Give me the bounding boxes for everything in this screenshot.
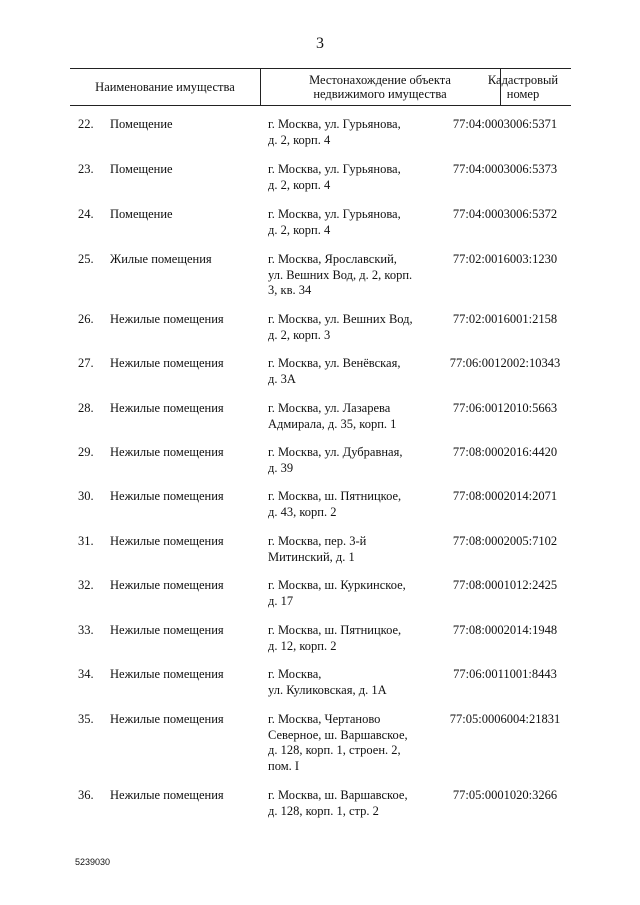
cadastral-number: 77:06:0012002:10343 [449,356,561,370]
location-line: г. Москва, [268,667,322,681]
location-line: г. Москва, ш. Пятницкое, [268,623,402,637]
location-line: д. 2, корп. 3 [268,327,331,342]
property-name: Нежилые помещения [110,712,224,726]
cadastral-number: 77:08:0002016:4420 [452,445,558,459]
cadastral-number: 77:08:0002014:1948 [452,623,558,637]
header-cadastral-label: Кадастровый номер [487,73,559,101]
property-name: Нежилые помещения [110,401,224,415]
location-line: г. Москва, ул. Гурьянова, [268,162,401,176]
location-line: д. 2, корп. 4 [268,222,331,237]
cadastral-number: 77:04:0003006:5373 [452,162,558,176]
property-location [268,162,433,193]
cadastral-number: 77:06:0011001:8443 [453,667,557,681]
row-number: 33. [78,623,94,637]
property-location [268,312,433,343]
row-number: 22. [78,117,94,131]
property-name: Нежилые помещения [110,312,224,326]
location-line: д. 2, корп. 4 [268,177,331,192]
location-line: Митинский, д. 1 [268,549,355,564]
location-line: ул. Вешних Вод, д. 2, корп. [268,267,413,282]
property-location [268,401,433,432]
row-number: 36. [78,788,94,802]
cadastral-number: 77:02:0016003:1230 [452,252,558,266]
location-line: 3, кв. 34 [268,283,312,297]
location-line: г. Москва, Чертаново [268,712,381,726]
location-line: ул. Куликовская, д. 1А [268,682,387,697]
property-location [268,578,433,609]
property-name: Помещение [110,207,173,221]
property-location [268,445,433,476]
location-line: г. Москва, ул. Венёвская, [268,356,401,370]
cadastral-number: 77:08:0002014:2071 [452,489,558,503]
location-line: д. 43, корп. 2 [268,504,337,519]
page-number: 3 [316,35,324,52]
header-name: Наименование имущества [95,80,235,94]
location-line: г. Москва, пер. 3-й [268,534,367,548]
property-name: Нежилые помещения [110,356,224,370]
cadastral-number: 77:02:0016001:2158 [452,312,558,326]
property-location [268,788,433,819]
row-number: 29. [78,445,94,459]
cadastral-number: 77:04:0003006:5371 [452,117,558,131]
location-line: д. 17 [268,593,294,608]
row-number: 34. [78,667,94,681]
header-location-line1: Местонахождение объекта [309,73,451,87]
header-cadastral [487,69,571,105]
cadastral-number: 77:05:0001020:3266 [452,788,558,802]
location-line: Адмирала, д. 35, корп. 1 [268,416,397,431]
property-location [268,623,433,654]
property-location [268,712,433,774]
location-line: д. 12, корп. 2 [268,638,337,653]
location-line: г. Москва, ш. Пятницкое, [268,489,402,503]
row-number: 26. [78,312,94,326]
property-name: Нежилые помещения [110,578,224,592]
property-location [268,534,433,565]
property-name: Нежилые помещения [110,788,224,802]
property-name: Жилые помещения [110,252,212,266]
property-location [268,489,433,520]
row-number: 30. [78,489,94,503]
cadastral-number: 77:08:0002005:7102 [452,534,558,548]
row-number: 32. [78,578,94,592]
document-code: 5239030 [75,857,111,867]
property-location [268,252,433,299]
property-name: Нежилые помещения [110,623,224,637]
location-line: г. Москва, ш. Куркинское, [268,578,406,592]
location-line: д. 128, корп. 1, строен. 2, [268,743,401,757]
row-number: 31. [78,534,94,548]
location-line: г. Москва, ул. Гурьянова, [268,117,401,131]
location-line: д. 2, корп. 4 [268,132,331,147]
location-line: д. 128, корп. 1, стр. 2 [268,803,379,818]
row-number: 23. [78,162,94,176]
location-line: г. Москва, ул. Лазарева [268,401,391,415]
cadastral-number: 77:05:0006004:21831 [449,712,561,726]
cadastral-number: 77:04:0003006:5372 [452,207,558,221]
property-name: Нежилые помещения [110,667,224,681]
location-line: г. Москва, ул. Гурьянова, [268,207,401,221]
header-location [260,69,500,105]
property-location [268,207,433,238]
location-line: г. Москва, ул. Вешних Вод, [268,312,413,326]
location-line: Северное, ш. Варшавское, [268,727,408,742]
table-header [70,68,571,106]
property-name: Нежилые помещения [110,534,224,548]
header-location-line2: недвижимого имущества [313,87,447,101]
location-line: д. 39 [268,460,294,475]
property-name: Помещение [110,162,173,176]
location-line: д. 3А [268,371,296,386]
property-name: Нежилые помещения [110,445,224,459]
location-line: пом. I [268,758,300,773]
property-location [268,356,433,387]
row-number: 35. [78,712,94,726]
location-line: г. Москва, ул. Дубравная, [268,445,403,459]
row-number: 28. [78,401,94,415]
property-location [268,117,433,148]
cadastral-number: 77:06:0012010:5663 [452,401,558,415]
property-name: Помещение [110,117,173,131]
cadastral-number: 77:08:0001012:2425 [452,578,558,592]
property-location [268,667,433,698]
property-name: Нежилые помещения [110,489,224,503]
row-number: 24. [78,207,94,221]
location-line: г. Москва, Ярославский, [268,252,397,266]
row-number: 25. [78,252,94,266]
location-line: г. Москва, ш. Варшавское, [268,788,408,802]
row-number: 27. [78,356,94,370]
